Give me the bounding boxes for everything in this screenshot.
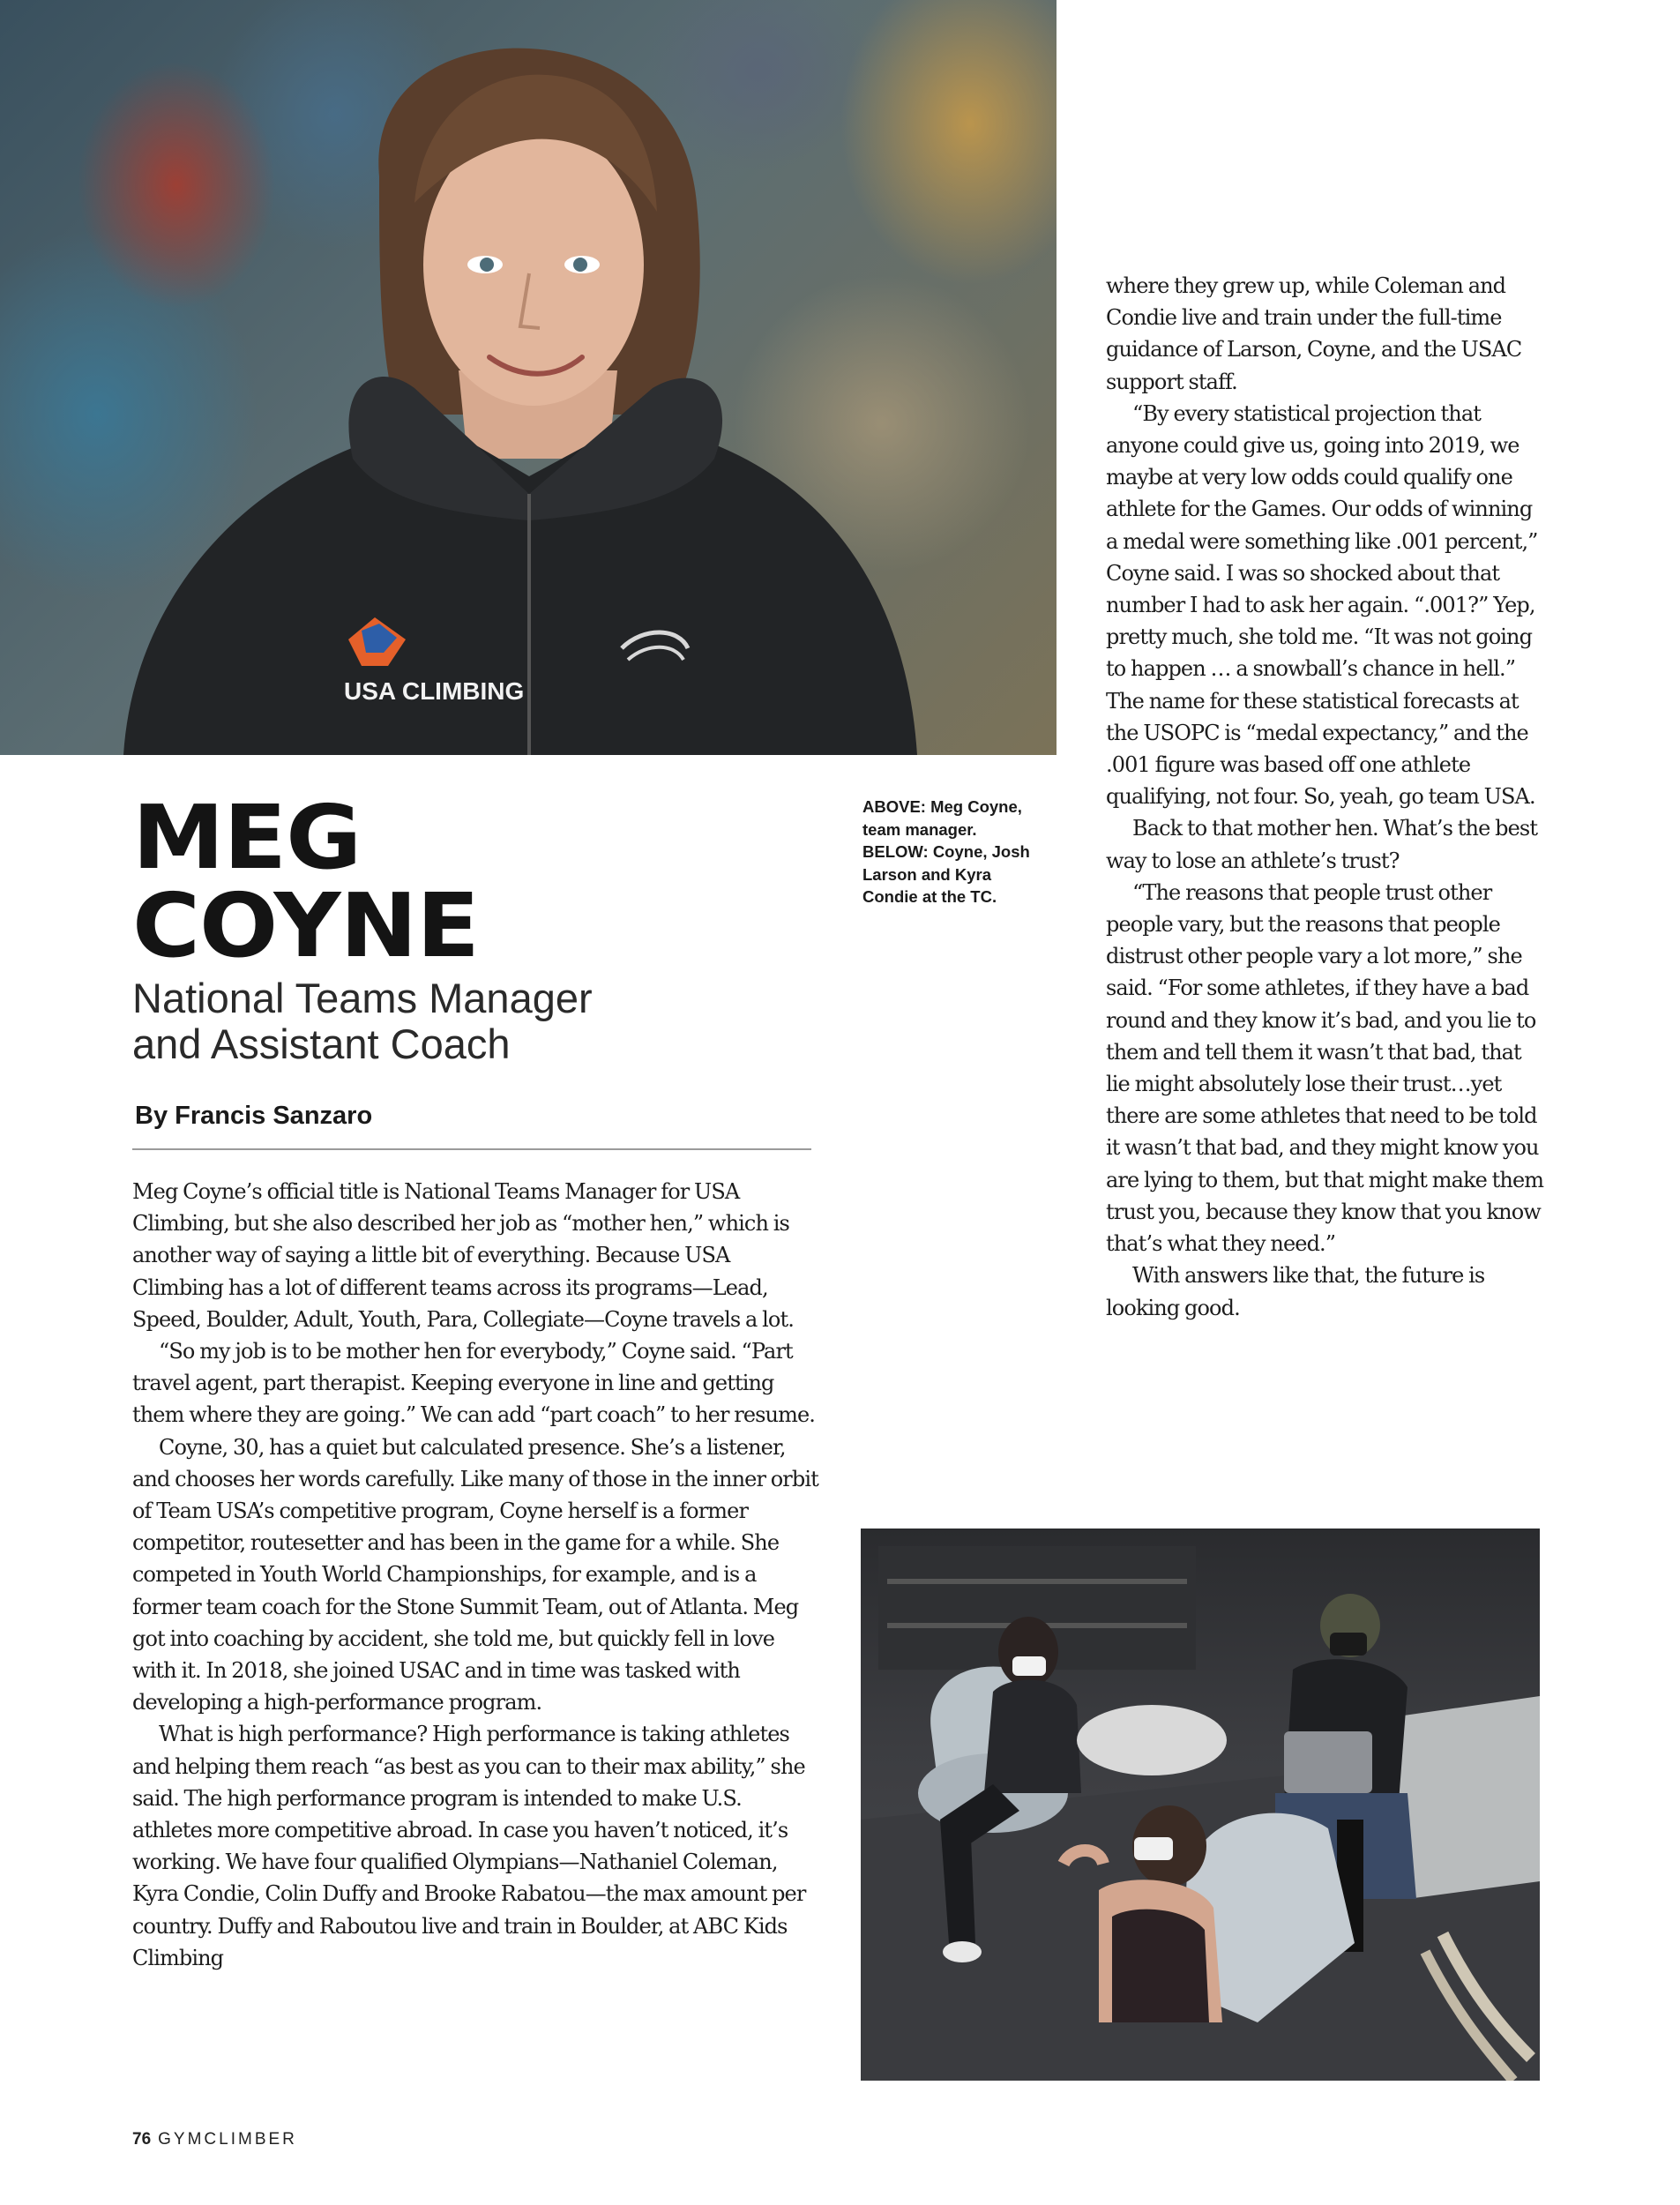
caption-line: team manager. xyxy=(862,819,977,839)
body-column-left xyxy=(132,1176,818,1974)
caption-line: ABOVE: Meg Coyne, xyxy=(862,797,1022,816)
headline-last-name: COYNE xyxy=(132,874,479,977)
caption-line: BELOW: Coyne, Josh xyxy=(862,842,1030,861)
body-paragraph: “So my job is to be mother hen for everybody,” Coyne said. “Part travel agent, part therapist. Keeping everyone in line and getting them where they are going.” We can add “part coach” to her resume. xyxy=(132,1339,815,1428)
subtitle-line-1: National Teams Manager xyxy=(132,975,593,1021)
page-footer xyxy=(132,2130,297,2149)
byline: By Francis Sanzaro xyxy=(135,1102,373,1130)
body-paragraph: What is high performance? High performance is taking athletes and helping them reach “as best as you can to their max ability,” she said. The high performance program is intended to make U.S. athletes more competitive abroad. In case you haven’t noticed, it’s working. We have four qualified Olympians—Nathaniel Coleman, Kyra Condie, Colin Duffy and Brooke Rabatou—the max amount per country. Duffy and Raboutou live and train in Boulder, at ABC Kids Climbing xyxy=(132,1722,806,1970)
caption-line: Condie at the TC. xyxy=(862,887,997,906)
article-subtitle xyxy=(132,975,750,1067)
photo-caption xyxy=(862,796,1061,908)
body-column-right xyxy=(1106,270,1549,1324)
magazine-name: GYMCLIMBER xyxy=(158,2130,297,2149)
body-paragraph: “By every statistical projection that anyone could give us, going into 2019, we maybe at very low odds could qualify one athlete for the Games. Our odds of winning a medal were something like .001 percent,” Coyne said. I was so shocked about that number I had to ask her again. “.001?” Yep, pretty much, she told me. “It was not going to happen … a snowball’s chance in hell.” The name for these statistical forecasts at the USOPC is “medal expectancy,” and the .001 figure was based off one athlete qualifying, not four. So, yeah, go team USA. xyxy=(1106,400,1538,810)
portrait-illustration xyxy=(0,0,1057,755)
meeting-photo xyxy=(861,1529,1540,2081)
body-paragraph: Coyne, 30, has a quiet but calculated presence. She’s a listener, and chooses her words carefully. Like many of those in the inner orbit of Team USA’s competitive program, Coyne herself is a former competitor, routesetter and has been in the game for a while. She competed in Youth World Championships, for example, and is a former team coach for the Stone Summit Team, out of Atlanta. Meg got into coaching by accident, she told me, but quickly fell in love with it. In 2018, she joined USAC and in time was tasked with developing a high-performance program. xyxy=(132,1434,818,1715)
body-paragraph: Back to that mother hen. What’s the best way to lose an athlete’s trust? xyxy=(1106,816,1538,873)
divider-rule xyxy=(132,1148,811,1150)
body-paragraph: where they grew up, while Coleman and Condie live and train under the full-time guidance of Larson, Coyne, and the USAC support staff. xyxy=(1106,273,1522,394)
body-paragraph: With answers like that, the future is looking good. xyxy=(1106,1263,1485,1320)
article-headline xyxy=(132,786,479,977)
portrait-photo xyxy=(0,0,1057,755)
headline-first-name: MEG xyxy=(132,786,362,889)
meeting-illustration xyxy=(861,1529,1540,2081)
subtitle-line-2: and Assistant Coach xyxy=(132,1020,511,1067)
body-paragraph: “The reasons that people trust other people vary, but the reasons that people distrust other people vary a lot more,” she said. “For some athletes, if they have a bad round and they know it’s bad, and you lie to them and tell them it wasn’t that bad, that lie might absolutely lose their trust…yet there are some athletes that need to be told it wasn’t that bad, and they might know you are lying to them, but that might make them trust you, because they know that you know that’s what they need.” xyxy=(1106,879,1544,1257)
caption-line: Larson and Kyra xyxy=(862,864,991,884)
jacket-logo-text: USA CLIMBING xyxy=(344,677,525,705)
body-paragraph: Meg Coyne’s official title is National Teams Manager for USA Climbing, but she also described her job as “mother hen,” which is another way of saying a little bit of everything. Because USA Climbing has a lot of different teams across its programs—Lead, Speed, Boulder, Adult, Youth, Para, Collegiate—Coyne travels a lot. xyxy=(132,1179,794,1332)
page-number: 76 xyxy=(132,2130,152,2149)
